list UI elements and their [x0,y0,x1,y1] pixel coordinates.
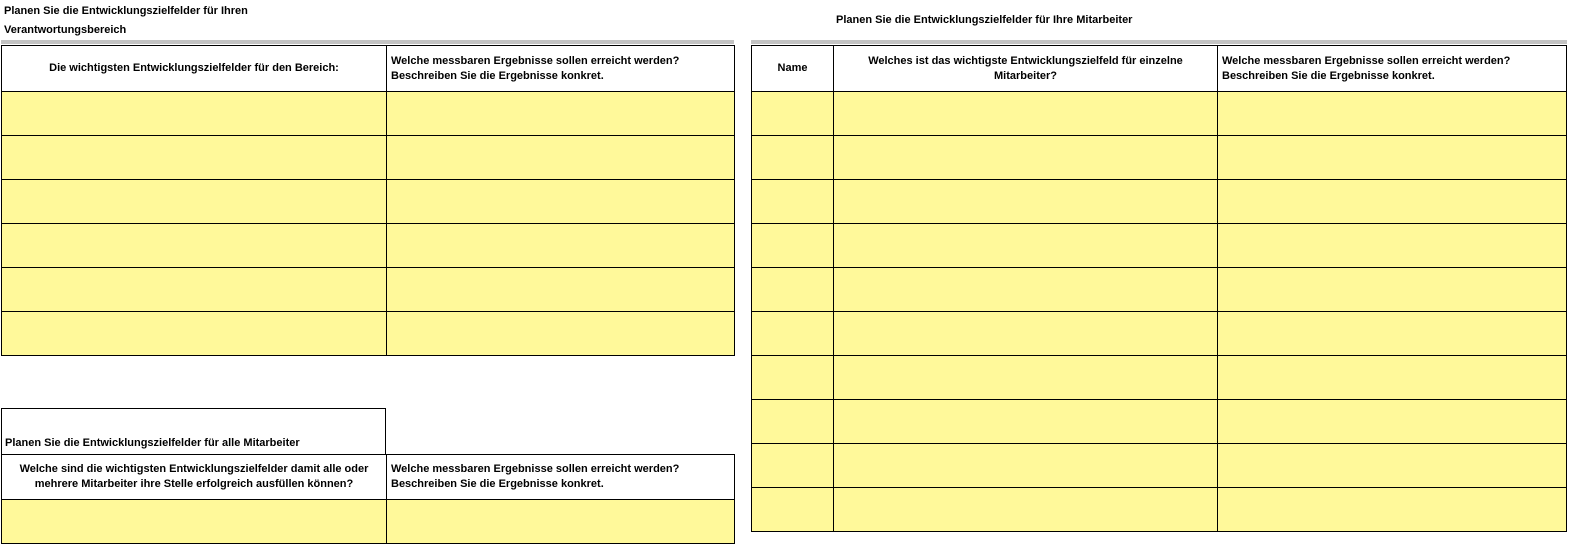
right-input-row [752,136,1567,180]
bottom-section-title: Planen Sie die Entwicklungszielfelder für alle Mitarbeiter [5,437,300,449]
bottom-header-results-line2: Beschreiben Sie die Ergebnisse konkret. [391,478,604,490]
right-header-results [1218,46,1567,92]
right-input-employee-goal-cell[interactable] [834,92,1218,136]
right-input-employee-goal-cell[interactable] [834,268,1218,312]
bottom-header-team-goals [2,455,387,500]
right-input-result-cell[interactable] [1218,356,1567,400]
left-input-area-goal-cell[interactable] [2,180,387,224]
left-section-title-line1: Planen Sie die Entwicklungszielfelder für Ihren [4,5,248,17]
right-input-result-cell[interactable] [1218,136,1567,180]
left-input-result-cell[interactable] [387,92,735,136]
left-header-results-line2: Beschreiben Sie die Ergebnisse konkret. [391,69,604,82]
right-input-employee-goal-cell[interactable] [834,356,1218,400]
right-input-row [752,268,1567,312]
left-input-area-goal-cell[interactable] [2,92,387,136]
right-input-employee-goal-cell[interactable] [834,224,1218,268]
left-input-area-goal-cell[interactable] [2,268,387,312]
right-input-result-cell[interactable] [1218,400,1567,444]
left-table-body [2,92,735,356]
left-input-result-cell[interactable] [387,224,735,268]
left-input-row [2,312,735,356]
left-input-result-cell[interactable] [387,136,735,180]
left-header-results-line1: Welche messbaren Ergebnisse sollen erreicht werden? [391,54,680,67]
right-input-row [752,224,1567,268]
right-header-employee-goal [834,46,1218,92]
left-input-area-goal-cell[interactable] [2,136,387,180]
right-header-name: Name [752,46,834,92]
right-input-result-cell[interactable] [1218,268,1567,312]
right-input-row [752,312,1567,356]
left-input-row [2,180,735,224]
bottom-header-results [387,455,735,500]
right-section-title: Planen Sie die Entwicklungszielfelder für Ihre Mitarbeiter [836,14,1133,26]
left-input-row [2,268,735,312]
right-divider-bar [751,40,1567,44]
right-input-name-cell[interactable] [752,180,834,224]
right-input-row [752,180,1567,224]
right-input-employee-goal-cell[interactable] [834,400,1218,444]
right-input-name-cell[interactable] [752,312,834,356]
left-input-result-cell[interactable] [387,268,735,312]
bottom-input-team-goal-cell[interactable] [2,500,387,544]
left-input-area-goal-cell[interactable] [2,312,387,356]
left-input-row [2,136,735,180]
right-input-employee-goal-cell[interactable] [834,444,1218,488]
right-input-name-cell[interactable] [752,224,834,268]
right-header-results-line2: Beschreiben Sie die Ergebnisse konkret. [1222,69,1435,82]
left-input-row [2,224,735,268]
right-employee-goals-table [751,45,1567,532]
bottom-input-row [2,500,735,544]
right-input-row [752,488,1567,532]
left-header-area-goals: Die wichtigsten Entwicklungszielfelder für den Bereich: [2,46,387,92]
bottom-table-body [2,500,735,544]
right-input-result-cell[interactable] [1218,92,1567,136]
left-goals-table [1,45,735,356]
right-input-row [752,444,1567,488]
right-input-employee-goal-cell[interactable] [834,180,1218,224]
right-input-row [752,356,1567,400]
left-divider-bar [1,40,734,44]
bottom-header-row [2,455,735,500]
right-input-name-cell[interactable] [752,92,834,136]
right-input-name-cell[interactable] [752,400,834,444]
right-input-result-cell[interactable] [1218,180,1567,224]
right-input-name-cell[interactable] [752,268,834,312]
right-header-results-line1: Welche messbaren Ergebnisse sollen erreicht werden? [1222,54,1511,67]
right-input-row [752,400,1567,444]
right-input-name-cell[interactable] [752,136,834,180]
bottom-header-team-goals-line1: Welche sind die wichtigsten Entwicklungszielfelder damit alle oder [19,463,369,475]
bottom-header-results-line1: Welche messbaren Ergebnisse sollen erreicht werden? [391,463,680,475]
right-input-result-cell[interactable] [1218,444,1567,488]
right-input-result-cell[interactable] [1218,224,1567,268]
right-header-row [752,46,1567,92]
bottom-goals-table [1,454,735,544]
left-section-title [4,2,248,40]
right-input-employee-goal-cell[interactable] [834,136,1218,180]
left-input-row [2,92,735,136]
left-input-result-cell[interactable] [387,180,735,224]
right-input-employee-goal-cell[interactable] [834,312,1218,356]
bottom-header-team-goals-line2: mehrere Mitarbeiter ihre Stelle erfolgreich ausfüllen können? [34,478,354,490]
left-header-results [387,46,735,92]
right-table-body [752,92,1567,532]
right-input-result-cell[interactable] [1218,312,1567,356]
left-input-area-goal-cell[interactable] [2,224,387,268]
right-input-result-cell[interactable] [1218,488,1567,532]
right-header-employee-goal-line1: Welches ist das wichtigste Entwicklungszielfeld für einzelne [868,54,1183,67]
right-input-employee-goal-cell[interactable] [834,488,1218,532]
right-input-name-cell[interactable] [752,356,834,400]
left-input-result-cell[interactable] [387,312,735,356]
right-input-name-cell[interactable] [752,488,834,532]
left-header-row [2,46,735,92]
bottom-input-result-cell[interactable] [387,500,735,544]
right-input-row [752,92,1567,136]
bottom-section-title-box [1,408,386,455]
right-input-name-cell[interactable] [752,444,834,488]
left-section-title-line2: Verantwortungsbereich [4,24,127,36]
right-header-employee-goal-line2: Mitarbeiter? [994,69,1057,82]
